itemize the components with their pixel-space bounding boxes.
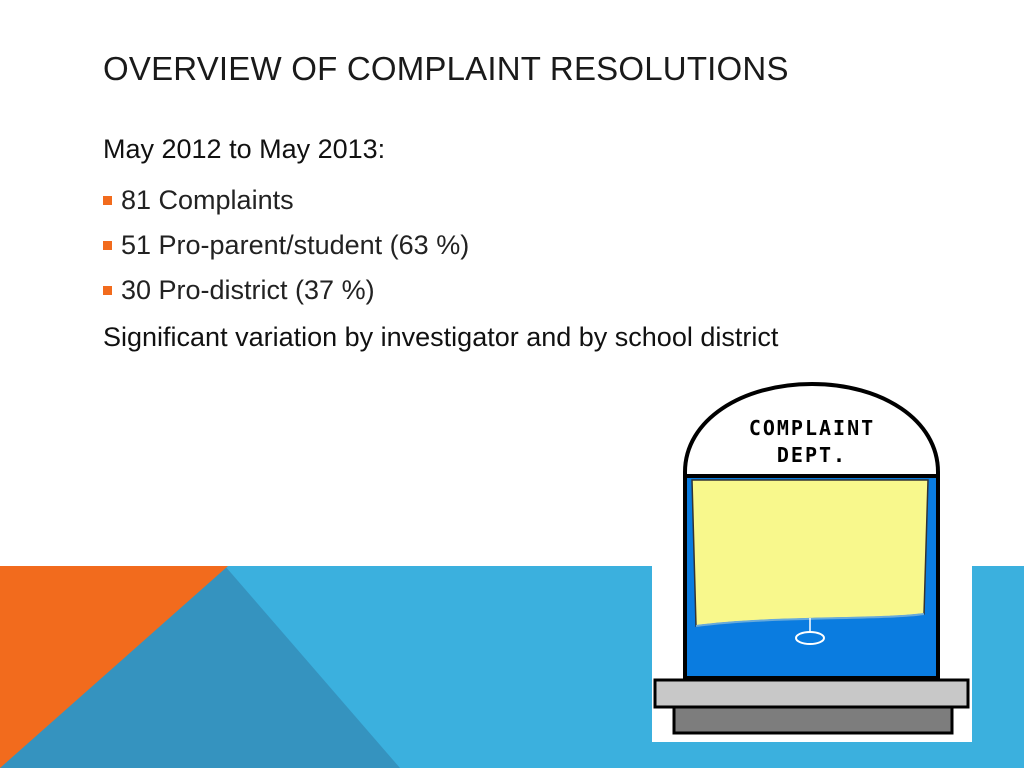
complaint-dept-illustration <box>652 380 972 742</box>
stats-list <box>103 178 469 313</box>
bullet-square-icon <box>103 196 112 205</box>
bullet-square-icon <box>103 286 112 295</box>
list-item <box>103 178 469 223</box>
list-item <box>103 223 469 268</box>
slide-title: OVERVIEW OF COMPLAINT RESOLUTIONS <box>103 50 789 87</box>
sign-line-2: DEPT. <box>776 443 848 467</box>
variation-note: Significant variation by investigator and by school district <box>103 322 779 352</box>
bullet-square-icon <box>103 241 112 250</box>
sign-line-1: COMPLAINT <box>748 416 876 440</box>
counter-top <box>655 680 968 707</box>
list-item <box>103 268 469 313</box>
bullet-text: 81 Complaints <box>121 185 294 215</box>
window-shade <box>692 480 928 626</box>
period-heading: May 2012 to May 2013: <box>103 134 386 164</box>
bullet-text: 30 Pro-district (37 %) <box>121 275 375 305</box>
bullet-text: 51 Pro-parent/student (63 %) <box>121 230 470 260</box>
counter-base <box>674 707 952 733</box>
